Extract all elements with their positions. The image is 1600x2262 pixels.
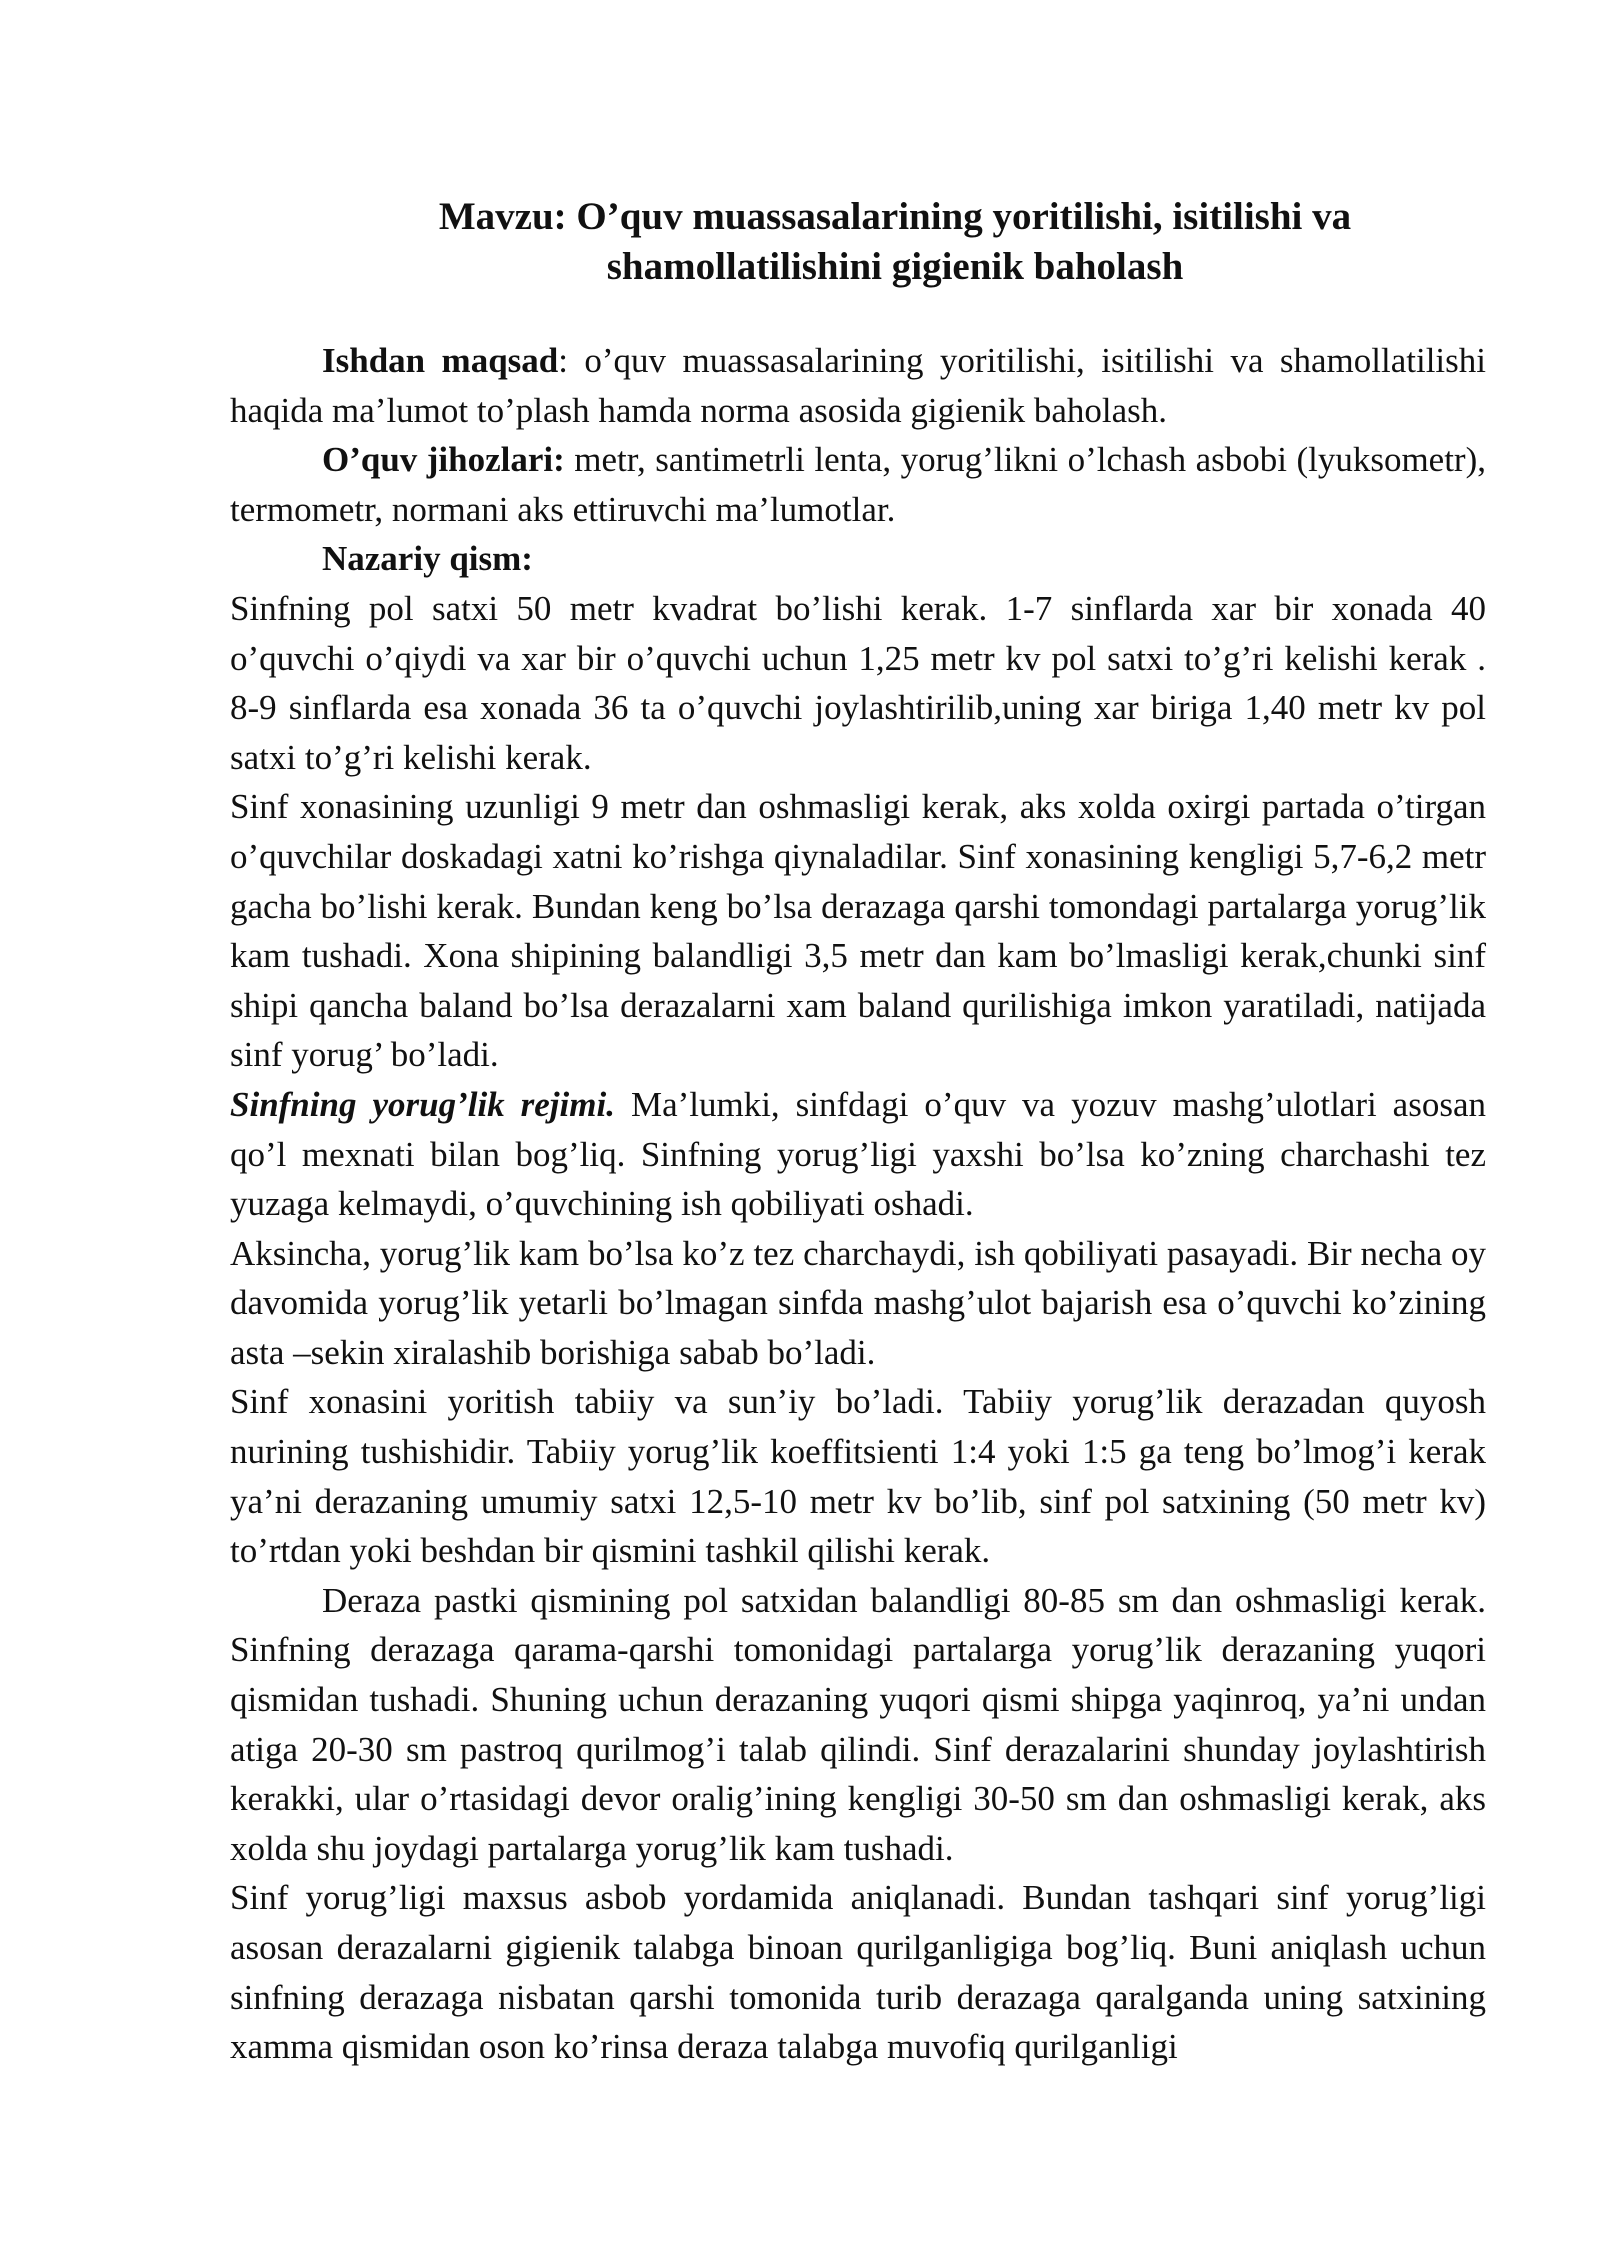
title-line-1: Mavzu: O’quv muassasalarining yoritilishi, isitilishi va [438, 195, 1352, 238]
page-title [230, 192, 1560, 292]
paragraph-window-height: Deraza pastki qismining pol satxidan balandligi 80-85 sm dan oshmasligi kerak. Sinfning derazaga qarama-qarshi tomonidagi partalarga yorug’lik derazaning yuqori qismidan tushadi. Shuning uchun derazaning yuqori qismi shipga yaqinroq, ya’ni undan atiga 20-30 sm pastroq qurilmog’i talab qilindi. Sinf derazalarini shunday joylashtirish kerakki, ular o’rtasidagi devor oralig’ining kengligi 30-50 sm dan oshmasligi kerak, aks xolda shu joydagi partalarga yorug’lik kam tushadi. [230, 1580, 1486, 1868]
light-regime-text: Ma’lumki, sinfdagi o’quv va yozuv mashg’ulotlari asosan qo’l mexnati bilan bog’liq. Sinfning yorug’ligi yaxshi bo’lsa ko’zning charchashi tez yuzaga kelmaydi, o’quvchining ish qobiliyati oshadi. [230, 1084, 1486, 1224]
goal-label: Ishdan maqsad [322, 341, 559, 380]
theory-heading-paragraph [230, 534, 1486, 584]
title-line-2: shamollatilishini gigienik baholash [606, 245, 1184, 288]
theory-label: Nazariy qism: [322, 539, 533, 579]
light-regime-label: Sinfning yorug’lik rejimi. [230, 1084, 615, 1124]
paragraph-low-light: Aksincha, yorug’lik kam bo’lsa ko’z tez charchaydi, ish qobiliyati pasayadi. Bir necha oy davomida yorug’lik yetarli bo’lmagan sinfda mashg’ulot bajarish esa o’quvchi ko’zining asta –sekin xiralashib borishiga sabab bo’ladi. [230, 1233, 1486, 1372]
equipment-text: metr, santimetrli lenta, yorug’likni o’lchash asbobi (lyuksometr), termometr, normani aks ettiruvchi ma’lumotlar. [230, 440, 1486, 529]
paragraph-light-measurement: Sinf yorug’ligi maxsus asbob yordamida aniqlanadi. Bundan tashqari sinf yorug’ligi asosan derazalarni gigienik talabga binoan qurilganligiga bog’liq. Buni aniqlash uchun sinfning derazaga nisbatan qarshi tomonida turib derazaga qaralganda uning satxining xamma qismidan oson ko’rinsa deraza talabga muvofiq qurilganligi [230, 1878, 1486, 2067]
paragraph-natural-light: Sinf xonasini yoritish tabiiy va sun’iy bo’ladi. Tabiiy yorug’lik derazadan quyosh nurining tushishidir. Tabiiy yorug’lik koeffitsienti 1:4 yoki 1:5 ga teng bo’lmog’i kerak ya’ni derazaning umumiy satxi 12,5-10 metr kv bo’lib, sinf pol satxining (50 metr kv) to’rtdan yoki beshdan bir qismini tashkil qilishi kerak. [230, 1382, 1486, 1571]
document-body [230, 336, 1486, 2072]
goal-text: : o’quv muassasalarining yoritilishi, isitilishi va shamollatilishi haqida ma’lumot to’plash hamda norma asosida gigienik baholash. [230, 341, 1486, 430]
paragraph-floor-area: Sinfning pol satxi 50 metr kvadrat bo’lishi kerak. 1-7 sinflarda xar bir xonada 40 o’quvchi o’qiydi va xar bir o’quvchi uchun 1,25 metr kv pol satxi to’g’ri kelishi kerak . 8-9 sinflarda esa xonada 36 ta o’quvchi joylashtirilib,uning xar biriga 1,40 metr kv pol satxi to’g’ri kelishi kerak. [230, 588, 1486, 777]
goal-paragraph [230, 336, 1486, 435]
equipment-paragraph [230, 435, 1486, 534]
paragraph-light-regime [230, 1080, 1486, 1229]
paragraph-room-dimensions: Sinf xonasining uzunligi 9 metr dan oshmasligi kerak, aks xolda oxirgi partada o’tirgan o’quvchilar doskadagi xatni ko’rishga qiynaladilar. Sinf xonasining kengligi 5,7-6,2 metr gacha bo’lishi kerak. Bundan keng bo’lsa derazaga qarshi tomondagi partalarga yorug’lik kam tushadi. Xona shipining balandligi 3,5 metr dan kam bo’lmasligi kerak,chunki sinf shipi qancha baland bo’lsa derazalarni xam baland qurilishiga imkon yaratiladi, natijada sinf yorug’ bo’ladi. [230, 787, 1486, 1075]
equipment-label: O’quv jihozlari: [322, 440, 565, 480]
